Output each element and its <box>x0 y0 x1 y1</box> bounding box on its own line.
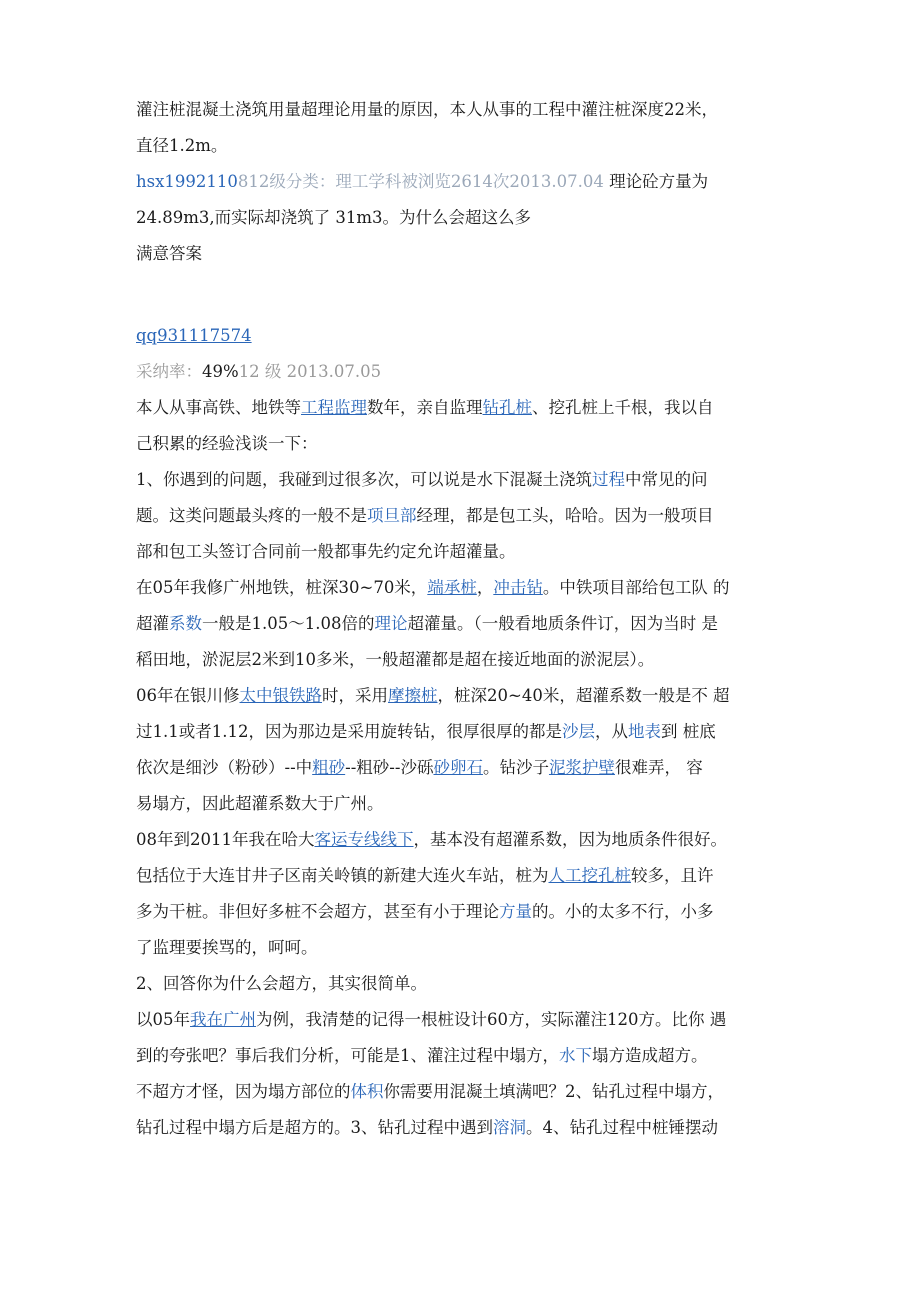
question-line-1: 灌注桩混凝土浇筑用量超理论用量的原因，本人从事的工程中灌注桩深度22米， <box>136 100 718 119</box>
answer-p5-line-1 <box>136 828 727 852</box>
question-meta-line <box>136 170 708 194</box>
text: 1、你遇到的问题，我碰到过很多次，可以说是水下混凝土浇筑 <box>136 470 592 489</box>
text: 08年到2011年我在哈大 <box>136 830 315 849</box>
answer-p4-line-3 <box>136 756 703 780</box>
best-answer-heading: 满意答案 <box>136 244 202 263</box>
answer-p1-line-2: 己积累的经验浅谈一下： <box>136 434 318 453</box>
text: 以05年 <box>136 1010 190 1029</box>
text: 时，采用 <box>322 686 388 705</box>
answer-p1-line-1 <box>136 396 714 420</box>
keyword-coefficient[interactable]: 系数 <box>169 614 202 633</box>
text: 较多，且许 <box>631 866 714 885</box>
asker-link[interactable]: hsx1992110 <box>136 172 238 191</box>
text: 过1.1或者1.12，因为那边是采用旋转钻，很厚很厚的都是 <box>136 722 562 741</box>
link-end-bearing-pile[interactable]: 端承桩 <box>427 578 477 597</box>
text: 塌方造成超方。 <box>592 1046 708 1065</box>
answer-p7-line-2 <box>136 1044 708 1068</box>
question-line-4: 24.89m3,而实际却浇筑了 31m3。为什么会超这么多 <box>136 208 532 227</box>
text: 一般是1.05～1.08倍的 <box>202 614 375 633</box>
text: 包括位于大连甘井子区南关岭镇的新建大连火车站，桩为 <box>136 866 549 885</box>
keyword-theory[interactable]: 理论 <box>374 614 408 633</box>
text: 中常见的问 <box>625 470 708 489</box>
answer-p5-line-3 <box>136 900 714 924</box>
text: ，桩深20~40米，超灌系数一般是不 超 <box>437 686 730 705</box>
text: ，基本没有超灌系数，因为地质条件很好。 <box>413 830 727 849</box>
answer-p3-line-3: 稻田地，淤泥层2米到10多米，一般超灌都是超在接近地面的淤泥层）。 <box>136 650 655 669</box>
answer-p7-line-4 <box>136 1116 718 1140</box>
text: 为例，我清楚的记得一根桩设计60方，实际灌注120方。比你 遇 <box>256 1010 727 1029</box>
link-bored-pile[interactable]: 钻孔桩 <box>482 398 532 417</box>
answer-p2-line-1 <box>136 468 708 492</box>
link-sandy-gravel[interactable]: 砂卵石 <box>433 758 483 777</box>
answerer-link[interactable]: qq931117574 <box>136 326 252 345</box>
answerer-meta-line <box>136 360 381 384</box>
link-engineering-supervision[interactable]: 工程监理 <box>301 398 367 417</box>
link-mud-wall[interactable]: 泥浆护壁 <box>548 758 615 777</box>
keyword-process[interactable]: 过程 <box>592 470 625 489</box>
answer-p6-line-1: 2、回答你为什么会超方，其实很简单。 <box>136 974 427 993</box>
text: 钻孔过程中塌方后是超方的。3、钻孔过程中遇到 <box>136 1118 493 1137</box>
text: 多为干桩。非但好多桩不会超方，甚至有小于理论 <box>136 902 499 921</box>
text: 很难弄， 容 <box>614 758 703 777</box>
answer-p2-line-3: 部和包工头签订合同前一般都事先约定允许超灌量。 <box>136 542 516 561</box>
text: 不超方才怪，因为塌方部位的 <box>136 1082 351 1101</box>
text: 本人从事高铁、地铁等 <box>136 398 301 417</box>
text: 数年，亲自监理 <box>367 398 483 417</box>
question-meta: 812级分类：理工学科被浏览2614次2013.07.04 <box>237 172 604 191</box>
keyword-surface[interactable]: 地表 <box>627 722 661 741</box>
answer-p7-line-1 <box>136 1008 726 1032</box>
answer-p4-line-4: 易塌方，因此超灌系数大于广州。 <box>136 794 384 813</box>
text: 。钻沙子 <box>482 758 549 777</box>
text: 的。小的太多不行，小多 <box>532 902 714 921</box>
text: 在05年我修广州地铁，桩深30~70米， <box>136 578 428 597</box>
answer-p5-line-2 <box>136 864 714 888</box>
link-hand-dug-pile[interactable]: 人工挖孔桩 <box>548 866 631 885</box>
keyword-volume[interactable]: 方量 <box>499 902 532 921</box>
text: --粗砂--沙砾 <box>345 758 434 777</box>
question-text-rest: 理论砼方量为 <box>603 172 709 191</box>
keyword-sand-layer[interactable]: 沙层 <box>561 722 595 741</box>
text: 06年在银川修 <box>136 686 240 705</box>
adoption-rate-value: 49% <box>202 362 239 381</box>
answerer-level-date: 12 级 2013.07.05 <box>238 362 382 381</box>
answer-p4-line-1 <box>136 684 730 708</box>
answer-p5-line-4: 了监理要挨骂的，呵呵。 <box>136 938 318 957</box>
keyword-underwater[interactable]: 水下 <box>559 1046 592 1065</box>
text: 到 桩底 <box>660 722 716 741</box>
keyword-project-dept[interactable]: 项旦部 <box>367 506 417 525</box>
link-coarse-sand[interactable]: 粗砂 <box>312 758 346 777</box>
answer-p3-line-1 <box>136 576 730 600</box>
text: 、挖孔桩上千根，我以自 <box>532 398 714 417</box>
text: 到的夸张吧？事后我们分析，可能是1、灌注过程中塌方， <box>136 1046 559 1065</box>
text: 经理，都是包工头，哈哈。因为一般项目 <box>416 506 714 525</box>
adoption-rate-label: 采纳率： <box>136 362 202 381</box>
question-line-2: 直径1.2m。 <box>136 136 228 155</box>
text: ， <box>476 578 494 597</box>
text: 超灌 <box>136 614 169 633</box>
answer-p4-line-2 <box>136 720 716 744</box>
keyword-volume-2[interactable]: 体积 <box>350 1082 384 1101</box>
text: 题。这类问题最头疼的一般不是 <box>136 506 367 525</box>
answer-p3-line-2 <box>136 612 718 636</box>
text: 依次是细沙（粉砂）--中 <box>136 758 313 777</box>
link-taizhongyin-railway[interactable]: 太中银铁路 <box>239 686 322 705</box>
answerer-line <box>136 324 252 348</box>
text: ，从 <box>594 722 628 741</box>
text: 超灌量。（一般看地质条件订，因为当时 是 <box>407 614 718 633</box>
text: 。4、钻孔过程中桩锤摆动 <box>526 1118 718 1137</box>
answer-p2-line-2 <box>136 504 714 528</box>
link-passenger-line[interactable]: 客运专线线下 <box>314 830 414 849</box>
answer-p7-line-3 <box>136 1080 724 1104</box>
keyword-karst-cave[interactable]: 溶洞 <box>493 1118 526 1137</box>
text: 。中铁项目部给包工队 的 <box>542 578 730 597</box>
link-friction-pile[interactable]: 摩擦桩 <box>388 686 438 705</box>
link-percussion-drill[interactable]: 冲击钻 <box>493 578 543 597</box>
link-me-in-guangzhou[interactable]: 我在广州 <box>190 1010 256 1029</box>
text: 你需要用混凝土填满吧？2、钻孔过程中塌方， <box>383 1082 724 1101</box>
